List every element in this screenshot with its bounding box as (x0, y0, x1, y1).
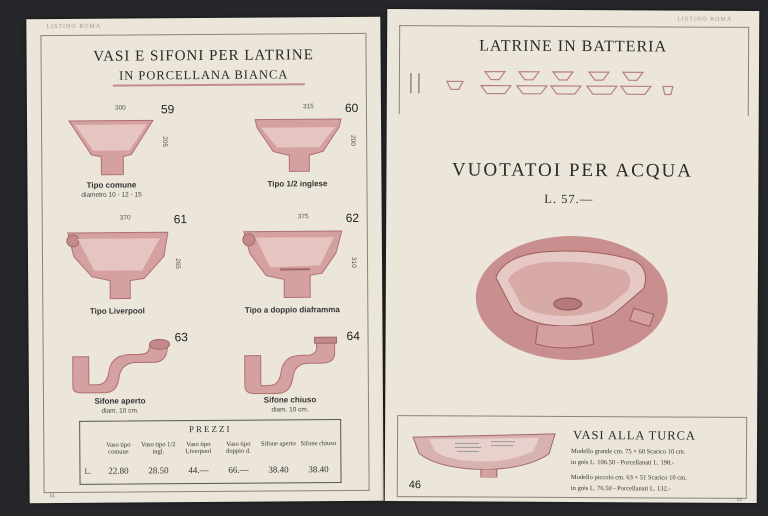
item-name: Sifone chiuso (263, 395, 317, 405)
price-header: Vaso tipo Liverpool (185, 440, 212, 456)
price-value: 66.— (228, 464, 249, 475)
price-header: Vaso tipo comune (106, 441, 131, 456)
dimension-height: 265 (173, 258, 182, 270)
toilet-bowl-common-illustration (65, 116, 157, 177)
item-number: 59 (160, 102, 175, 117)
open-siphon-illustration (65, 334, 175, 395)
toilet-bowl-double-diaphragm-illustration (240, 225, 345, 300)
item-number: 61 (173, 212, 188, 227)
price-value: 38.40 (268, 464, 289, 475)
dimension-width: 300 (114, 104, 126, 112)
price-header: Vaso tipo doppio d. (226, 440, 251, 455)
item-name: Tipo a doppio diaframma (244, 305, 340, 315)
item-number: 64 (346, 328, 360, 344)
page-subtitle: IN PORCELLANA BIANCA (119, 67, 289, 83)
left-page (26, 17, 383, 503)
price-value: 44.— (188, 464, 209, 476)
item-number: 63 (174, 330, 188, 345)
item-detail: diametro 10 - 12 - 15 (81, 191, 142, 199)
right-page (385, 9, 760, 503)
battery-title: LATRINE IN BATTERIA (479, 37, 668, 56)
item-name: Sifone aperto (94, 396, 146, 406)
page-folio: 51 (736, 496, 743, 503)
page-title: VASI E SIFONI PER LATRINE (93, 47, 314, 65)
item-name: Tipo Liverpool (89, 306, 145, 316)
price-header: Vaso tipo 1/2 ingl. (141, 441, 176, 456)
dimension-width: 315 (302, 103, 314, 111)
price-value: 28.50 (148, 465, 169, 476)
page-folio: 51 (49, 493, 56, 500)
toilet-bowl-half-english-illustration (253, 115, 343, 174)
turca-line: Modello grande cm. 75 × 60 Scarico 10 cm. (570, 447, 686, 456)
dimension-height: 310 (349, 256, 358, 268)
main-product-price: L. 57.— (544, 191, 594, 207)
item-name: Tipo 1/2 inglese (267, 179, 328, 189)
price-table (79, 419, 341, 485)
dimension-height: 200 (349, 134, 357, 146)
price-header: Sifone chiuso (300, 440, 337, 448)
dimension-width: 375 (297, 213, 309, 221)
right-running-header: LISTINO ROMA (677, 16, 733, 23)
battery-latrines-illustration (407, 65, 727, 97)
left-running-header: LISTINO ROMA (46, 23, 102, 31)
item-detail: diam. 10 cm. (271, 406, 309, 414)
turca-title: VASI ALLA TURCA (573, 428, 697, 443)
closed-siphon-illustration (237, 333, 343, 396)
turca-line: Modello piccolo cm. 63 × 51 Scarico 10 cm. (570, 473, 687, 482)
item-number: 62 (345, 210, 360, 226)
item-name: Tipo comune (86, 180, 137, 190)
toilet-bowl-liverpool-illustration (64, 226, 171, 301)
turca-line: in grès L. 106.50 - Porcellanati L. 198.- (570, 458, 675, 467)
dimension-height: 205 (161, 136, 169, 148)
price-value: 22.80 (108, 465, 129, 476)
squat-toilet-illustration (409, 423, 559, 478)
currency-label: L. (84, 466, 92, 476)
item-number: 60 (344, 100, 359, 116)
item-number: 46 (408, 479, 422, 492)
water-drain-basin-illustration (473, 233, 670, 362)
turca-line: in grès L. 76.50 - Porcellanati L. 132.- (570, 484, 671, 493)
price-table-title: PREZZI (188, 423, 232, 435)
price-value: 38.40 (308, 464, 329, 475)
dimension-width: 370 (119, 214, 131, 222)
item-detail: diam. 10 cm. (101, 407, 139, 415)
price-header: Sifone aperto (260, 440, 296, 448)
main-product-title: VUOTATOI PER ACQUA (451, 159, 694, 182)
